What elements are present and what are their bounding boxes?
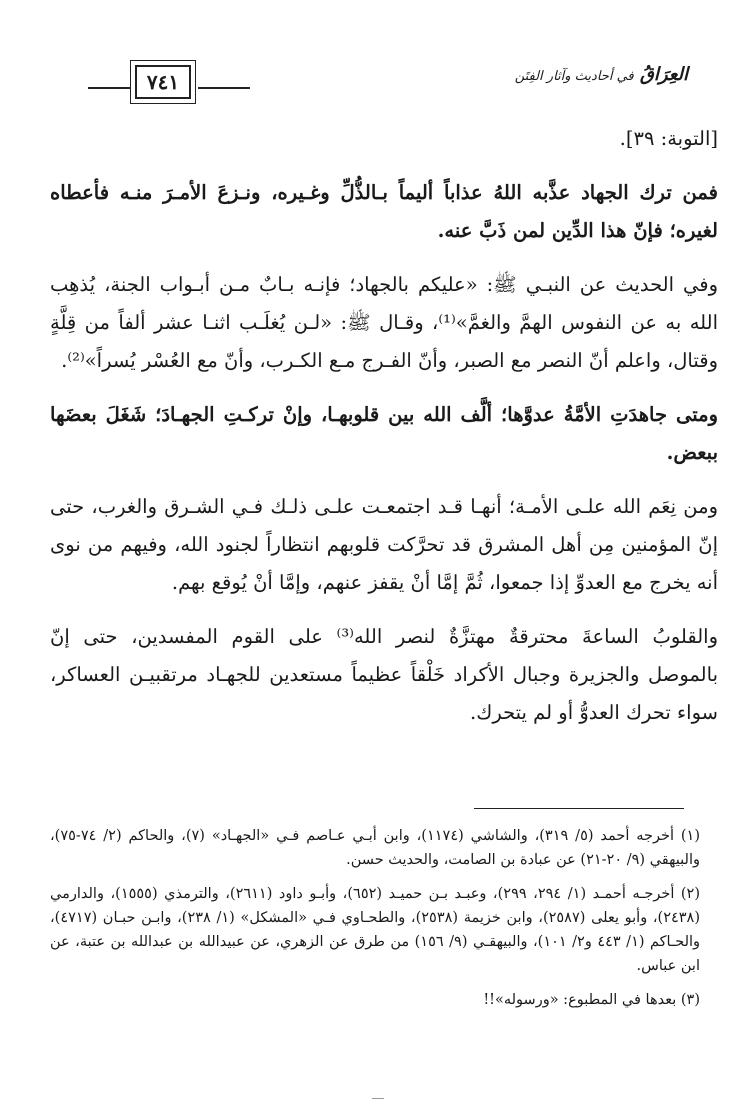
page-number-box xyxy=(130,60,196,104)
footnote-separator xyxy=(474,808,684,809)
running-title-main: العِرَاقُ xyxy=(639,64,688,85)
header-rule-right xyxy=(198,87,250,89)
footnote-1: (١) أخرجه أحمد (٥/ ٣١٩)، والشاشي (١١٧٤)، وابن أبـي عـاصم فـي «الجهـاد» (٧)، والحاكم (٢/ ٧٤-٧٥)، والبيهقي (٩/ ٢٠-٢١) عن عبادة بن الصامت، والحديث حسن. xyxy=(50,828,700,868)
bottom-mark xyxy=(372,1098,384,1099)
page-number: ٧٤١ xyxy=(135,65,191,99)
header-rule-left xyxy=(88,87,130,89)
footnotes xyxy=(50,824,700,1012)
verse-reference: [التوبة: ٣٩]. xyxy=(619,127,718,150)
running-title xyxy=(256,64,688,85)
paragraph-2: وفي الحديث عن النبـي ﷺ: «عليكم بالجهاد؛ فإنـه بـابٌ مـن أبـواب الجنة، يُذهِب الله به عن النفوس الهمَّ والغمَّ»⁽¹⁾، وقـال ﷺ: «لـن يُغلَـب اثنـا عشر ألفاً من قِلَّةٍ وقتال، واعلم أنّ النصر مع الصبر، وأنّ الفـرج مـع الكـرب، وأنّ مع العُسْر يُسراً»⁽²⁾. xyxy=(50,273,718,372)
footnote-3: (٣) بعدها في المطبوع: «ورسوله»!! xyxy=(483,992,700,1008)
running-title-sub: في أحاديث وآثار الفِتَن xyxy=(514,69,634,84)
running-header xyxy=(88,60,688,110)
paragraph-5: والقلوبُ الساعةَ محترقةٌ مهتزَّةٌ لنصر الله⁽³⁾ على القوم المفسدين، حتى إنّ بالموصل والجزيرة وجبال الأكراد خَلْقاً عظيماً مستعدين للجهـاد مرتقبيـن العساكر، سواء تحرك العدوُّ أو لم يتحرك. xyxy=(50,625,718,724)
footnote-2: (٢) أخرجـه أحمـد (١/ ٢٩٤، ٢٩٩)، وعبـد بـن حميـد (٦٥٢)، وأبـو داود (٢٦١١)، والترمذي (١٥٥٥)، والدارمي (٢٤٣٨)، وأبو يعلى (٢٥٨٧)، وابن خزيمة (٢٥٣٨)، والطحـاوي فـي «المشكل» (١/ ٢٣٨)، وابـن حبـان (٤٧١٧)، والحـاكم (١/ ٤٤٣ و٢/ ١٠١)، والبيهقـي (٩/ ١٥٦) من طرق عن الزهري، عن عبيدالله بن عبدالله بن عتبة، عن ابن عباس. xyxy=(50,886,701,974)
paragraph-1-bold: فمن ترك الجهاد عذَّبه اللهُ عذاباً أليماً بـالذُّلِّ وغـيره، ونـزعَ الأمـرَ منـه فأعطاه لغيره؛ فإنّ هذا الدِّين لمن ذَبَّ عنه. xyxy=(50,181,718,242)
paragraph-3-bold: ومتى جاهدَتِ الأمَّةُ عدوَّها؛ ألَّف الله بين قلوبهـا، وإنْ تركـتِ الجهـادَ؛ شَغَلَ بعضَها ببعض. xyxy=(50,403,718,464)
paragraph-4: ومن نِعَم الله علـى الأمـة؛ أنهـا قـد اجتمعـت علـى ذلـك فـي الشـرق والغرب، حتى إنّ المؤمنين مِن أهل المشرق قد تحرَّكت قلوبهم انتظاراً لجنود الله، وفيهم من نوى أنه يخرج مع العدوِّ إذا جمعوا، ثُمَّ إمَّا أنْ يقفز عنهم، وإمَّا أنْ يُوقع بهم. xyxy=(50,495,718,594)
main-text xyxy=(50,120,718,732)
